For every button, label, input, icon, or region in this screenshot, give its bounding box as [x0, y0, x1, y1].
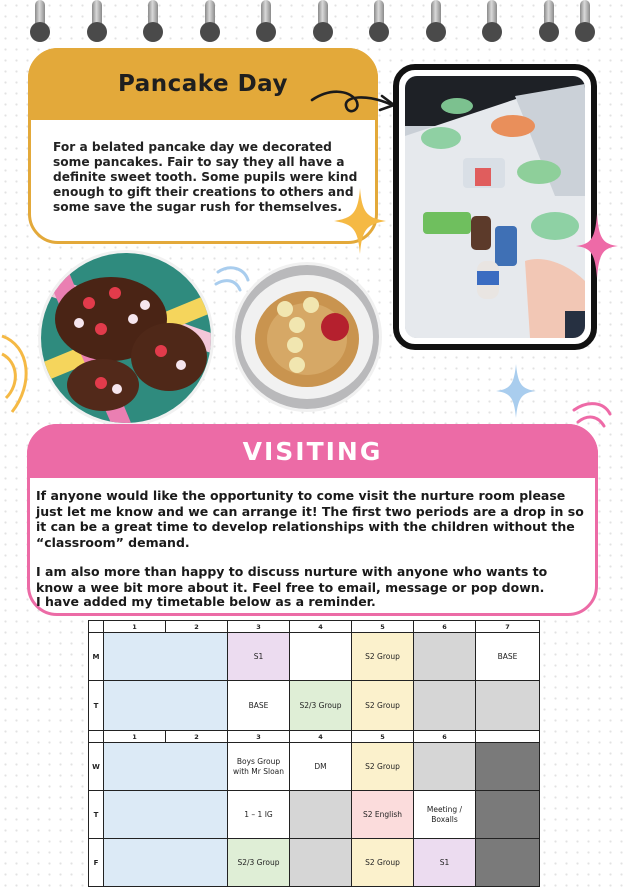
day-label: T	[89, 791, 104, 839]
timetable-cell: S2 Group	[352, 681, 414, 731]
timetable-cell: S2 Group	[352, 633, 414, 681]
timetable-cell: DM	[290, 743, 352, 791]
drop-in-cell	[104, 791, 228, 839]
timetable-cell: Boys Group with Mr Sloan	[228, 743, 290, 791]
drop-in-cell	[104, 743, 228, 791]
drop-in-cell	[104, 633, 228, 681]
timetable-cell: S1	[414, 839, 476, 887]
header-cell: 5	[352, 731, 414, 743]
event-photo	[405, 76, 585, 338]
binding-ring	[575, 0, 595, 42]
sparkle-icon	[496, 364, 536, 418]
drop-in-cell	[104, 681, 228, 731]
timetable-cell: BASE	[228, 681, 290, 731]
header-cell	[89, 731, 104, 743]
binding-ring	[30, 0, 50, 42]
timetable-cell	[414, 681, 476, 731]
visiting-title: VISITING	[242, 436, 383, 466]
binding-ring	[313, 0, 333, 42]
header-cell: 2	[166, 621, 228, 633]
timetable-cell	[414, 743, 476, 791]
timetable-cell: S2 Group	[352, 743, 414, 791]
header-cell: 5	[352, 621, 414, 633]
visiting-paragraph: If anyone would like the opportunity to come visit the nurture room please just let me know and we can arrange it! The first two periods are a drop in so it can be a great time to develop relationships with the children without the “classroom” demand.	[36, 488, 584, 550]
binding-ring	[539, 0, 559, 42]
binding-ring	[87, 0, 107, 42]
binding-ring	[482, 0, 502, 42]
timetable-cell: BASE	[476, 633, 540, 681]
timetable-row	[89, 743, 540, 791]
timetable-cell	[290, 839, 352, 887]
visiting-paragraph: I have added my timetable below as a reminder.	[36, 594, 376, 609]
event-photo-frame	[393, 64, 597, 350]
timetable-cell: 1 – 1 IG	[228, 791, 290, 839]
header-cell	[476, 731, 540, 743]
header-cell: 4	[290, 731, 352, 743]
header-cell: 3	[228, 621, 290, 633]
sparkle-icon	[334, 188, 386, 254]
pancake-title: Pancake Day	[118, 71, 288, 97]
swoosh-decoration-icon	[0, 332, 34, 416]
day-label: W	[89, 743, 104, 791]
header-cell: 6	[414, 731, 476, 743]
timetable-row	[89, 839, 540, 887]
curly-arrow-icon	[308, 82, 400, 124]
timetable-cell	[476, 681, 540, 731]
timetable-header-row	[89, 731, 540, 743]
binding-ring	[426, 0, 446, 42]
binding-ring	[256, 0, 276, 42]
timetable	[88, 620, 540, 887]
header-cell: 3	[228, 731, 290, 743]
binding-ring	[143, 0, 163, 42]
binding-ring	[369, 0, 389, 42]
timetable-row	[89, 791, 540, 839]
pancake-photo	[38, 250, 214, 426]
header-cell: 4	[290, 621, 352, 633]
binding-ring	[200, 0, 220, 42]
visiting-paragraph: I am also more than happy to discuss nurture with anyone who wants to know a wee bit more about it. Feel free to email, message or pop down.	[36, 564, 548, 595]
day-label: F	[89, 839, 104, 887]
timetable-cell-closed	[476, 743, 540, 791]
timetable-cell	[414, 633, 476, 681]
day-label: M	[89, 633, 104, 681]
timetable-cell	[290, 791, 352, 839]
header-cell: 7	[476, 621, 540, 633]
timetable-cell: Meeting / Boxalls	[414, 791, 476, 839]
drop-in-cell	[104, 839, 228, 887]
header-cell: 2	[166, 731, 228, 743]
timetable-cell	[290, 633, 352, 681]
timetable-row	[89, 681, 540, 731]
header-cell: 1	[104, 731, 166, 743]
header-cell	[89, 621, 104, 633]
timetable-cell: S2 English	[352, 791, 414, 839]
timetable-cell: S2/3 Group	[228, 839, 290, 887]
sparkle-icon	[576, 214, 618, 278]
timetable-cell: S2 Group	[352, 839, 414, 887]
header-cell: 6	[414, 621, 476, 633]
spiral-binding	[0, 0, 624, 44]
timetable-cell-closed	[476, 839, 540, 887]
timetable-cell-closed	[476, 791, 540, 839]
timetable-cell: S1	[228, 633, 290, 681]
pancake-text: For a belated pancake day we decorated some pancakes. Fair to say they all have a definite sweet tooth. Some pupils were kind enough to gift their creations to others and some save the sugar rush for themselves.	[53, 140, 358, 214]
header-cell: 1	[104, 621, 166, 633]
visiting-header	[27, 424, 598, 478]
day-label: T	[89, 681, 104, 731]
timetable-row	[89, 633, 540, 681]
pancake-photo	[232, 262, 382, 412]
timetable-header-row	[89, 621, 540, 633]
timetable-cell: S2/3 Group	[290, 681, 352, 731]
